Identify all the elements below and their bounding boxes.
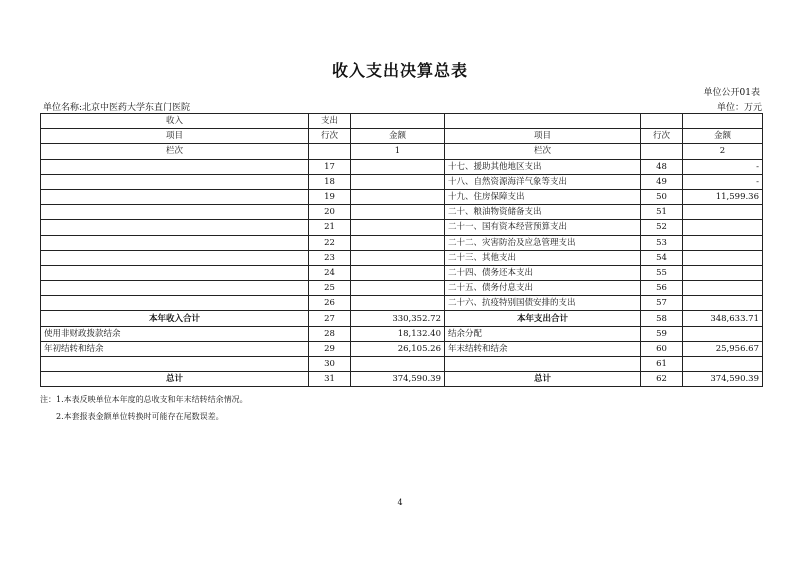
income-item bbox=[41, 250, 309, 265]
income-amount bbox=[351, 220, 445, 235]
income-amount: 330,352.72 bbox=[351, 311, 445, 326]
expense-item bbox=[445, 357, 641, 372]
expense-amount bbox=[683, 296, 763, 311]
expense-item: 十七、援助其他地区支出 bbox=[445, 159, 641, 174]
table-row bbox=[41, 205, 763, 220]
income-item bbox=[41, 281, 309, 296]
unit-measure: 单位：万元 bbox=[716, 103, 762, 113]
income-item bbox=[41, 296, 309, 311]
income-amount bbox=[351, 174, 445, 189]
table-row bbox=[41, 326, 763, 341]
header-row-columns bbox=[41, 129, 763, 144]
income-amount bbox=[351, 357, 445, 372]
column-number-2: 2 bbox=[683, 144, 763, 159]
note-1: 注：1.本表反映单位本年度的总收支和年末结转结余情况。 bbox=[40, 395, 248, 404]
income-row-number: 21 bbox=[309, 220, 351, 235]
expense-row-number: 48 bbox=[641, 159, 683, 174]
expense-row-number: 59 bbox=[641, 326, 683, 341]
expense-header: 支出 bbox=[309, 114, 351, 129]
income-item bbox=[41, 159, 309, 174]
header-blank bbox=[351, 114, 445, 129]
expense-amount bbox=[683, 220, 763, 235]
income-item bbox=[41, 357, 309, 372]
expense-amount bbox=[683, 326, 763, 341]
expense-row-number: 58 bbox=[641, 311, 683, 326]
expense-rowno-header: 行次 bbox=[641, 129, 683, 144]
header-blank bbox=[445, 114, 641, 129]
expense-item: 十八、自然资源海洋气象等支出 bbox=[445, 174, 641, 189]
table-row bbox=[41, 159, 763, 174]
expense-item: 二十五、债务付息支出 bbox=[445, 281, 641, 296]
income-item bbox=[41, 220, 309, 235]
table-row bbox=[41, 281, 763, 296]
income-amount bbox=[351, 159, 445, 174]
expense-row-number: 52 bbox=[641, 220, 683, 235]
expense-item: 本年支出合计 bbox=[445, 311, 641, 326]
income-item bbox=[41, 235, 309, 250]
income-row-number: 25 bbox=[309, 281, 351, 296]
income-row-number: 30 bbox=[309, 357, 351, 372]
income-amount bbox=[351, 265, 445, 280]
income-item: 总计 bbox=[41, 372, 309, 387]
header-blank bbox=[641, 114, 683, 129]
expense-item: 二十三、其他支出 bbox=[445, 250, 641, 265]
header-blank bbox=[641, 144, 683, 159]
table-row bbox=[41, 235, 763, 250]
table-row bbox=[41, 189, 763, 204]
expense-amount: 348,633.71 bbox=[683, 311, 763, 326]
table-row bbox=[41, 174, 763, 189]
expense-amount bbox=[683, 205, 763, 220]
table-row bbox=[41, 296, 763, 311]
income-item: 年初结转和结余 bbox=[41, 341, 309, 356]
expense-amount bbox=[683, 281, 763, 296]
expense-item-header: 项目 bbox=[445, 129, 641, 144]
income-item-header: 项目 bbox=[41, 129, 309, 144]
expense-item: 二十、粮油物资储备支出 bbox=[445, 205, 641, 220]
income-item: 使用非财政拨款结余 bbox=[41, 326, 309, 341]
expense-item: 结余分配 bbox=[445, 326, 641, 341]
table-row bbox=[41, 372, 763, 387]
income-rowno-header: 行次 bbox=[309, 129, 351, 144]
header-blank bbox=[309, 144, 351, 159]
income-amount-header: 金额 bbox=[351, 129, 445, 144]
income-row-number: 19 bbox=[309, 189, 351, 204]
income-expense-table bbox=[40, 113, 763, 387]
table-row bbox=[41, 341, 763, 356]
column-label: 栏次 bbox=[445, 144, 641, 159]
expense-amount bbox=[683, 235, 763, 250]
expense-row-number: 49 bbox=[641, 174, 683, 189]
income-row-number: 26 bbox=[309, 296, 351, 311]
income-row-number: 31 bbox=[309, 372, 351, 387]
income-amount bbox=[351, 235, 445, 250]
expense-amount: 374,590.39 bbox=[683, 372, 763, 387]
header-blank bbox=[683, 114, 763, 129]
notes bbox=[40, 391, 248, 425]
table-row bbox=[41, 357, 763, 372]
income-row-number: 18 bbox=[309, 174, 351, 189]
expense-amount: 25,956.67 bbox=[683, 341, 763, 356]
table-row bbox=[41, 250, 763, 265]
table-row bbox=[41, 265, 763, 280]
income-row-number: 17 bbox=[309, 159, 351, 174]
expense-row-number: 57 bbox=[641, 296, 683, 311]
table-row bbox=[41, 311, 763, 326]
expense-row-number: 55 bbox=[641, 265, 683, 280]
expense-amount bbox=[683, 250, 763, 265]
income-item bbox=[41, 189, 309, 204]
expense-row-number: 61 bbox=[641, 357, 683, 372]
income-amount bbox=[351, 250, 445, 265]
income-amount bbox=[351, 189, 445, 204]
expense-amount: 11,599.36 bbox=[683, 189, 763, 204]
income-amount: 18,132.40 bbox=[351, 326, 445, 341]
page-title: 收入支出决算总表 bbox=[331, 61, 468, 80]
income-amount bbox=[351, 296, 445, 311]
income-amount: 26,105.26 bbox=[351, 341, 445, 356]
income-row-number: 24 bbox=[309, 265, 351, 280]
income-row-number: 22 bbox=[309, 235, 351, 250]
income-row-number: 23 bbox=[309, 250, 351, 265]
expense-item: 总计 bbox=[445, 372, 641, 387]
expense-amount: - bbox=[683, 159, 763, 174]
expense-row-number: 60 bbox=[641, 341, 683, 356]
income-row-number: 20 bbox=[309, 205, 351, 220]
expense-row-number: 54 bbox=[641, 250, 683, 265]
income-row-number: 27 bbox=[309, 311, 351, 326]
income-item: 本年收入合计 bbox=[41, 311, 309, 326]
unit-name: 单位名称:北京中医药大学东直门医院 bbox=[43, 103, 191, 113]
expense-row-number: 53 bbox=[641, 235, 683, 250]
expense-amount bbox=[683, 265, 763, 280]
expense-item: 二十四、债务还本支出 bbox=[445, 265, 641, 280]
expense-item: 年末结转和结余 bbox=[445, 341, 641, 356]
expense-item: 二十二、灾害防治及应急管理支出 bbox=[445, 235, 641, 250]
page-number: 4 bbox=[397, 498, 403, 507]
income-amount: 374,590.39 bbox=[351, 372, 445, 387]
expense-amount bbox=[683, 357, 763, 372]
expense-amount-header: 金额 bbox=[683, 129, 763, 144]
income-item bbox=[41, 174, 309, 189]
income-amount bbox=[351, 281, 445, 296]
income-item bbox=[41, 205, 309, 220]
table-row bbox=[41, 220, 763, 235]
header-row-sections bbox=[41, 114, 763, 129]
income-amount bbox=[351, 205, 445, 220]
note-2: 2.本套报表金额单位转换时可能存在尾数误差。 bbox=[56, 412, 224, 421]
table-body bbox=[41, 114, 763, 387]
expense-item: 十九、住房保障支出 bbox=[445, 189, 641, 204]
expense-item: 二十一、国有资本经营预算支出 bbox=[445, 220, 641, 235]
expense-row-number: 50 bbox=[641, 189, 683, 204]
expense-item: 二十六、抗疫特别国债安排的支出 bbox=[445, 296, 641, 311]
expense-row-number: 56 bbox=[641, 281, 683, 296]
income-item bbox=[41, 265, 309, 280]
expense-row-number: 62 bbox=[641, 372, 683, 387]
income-row-number: 29 bbox=[309, 341, 351, 356]
header-row-column-numbers bbox=[41, 144, 763, 159]
expense-row-number: 51 bbox=[641, 205, 683, 220]
column-label: 栏次 bbox=[41, 144, 309, 159]
income-row-number: 28 bbox=[309, 326, 351, 341]
form-number: 单位公开01表 bbox=[703, 88, 760, 98]
income-header: 收入 bbox=[41, 114, 309, 129]
expense-amount: - bbox=[683, 174, 763, 189]
column-number-1: 1 bbox=[351, 144, 445, 159]
